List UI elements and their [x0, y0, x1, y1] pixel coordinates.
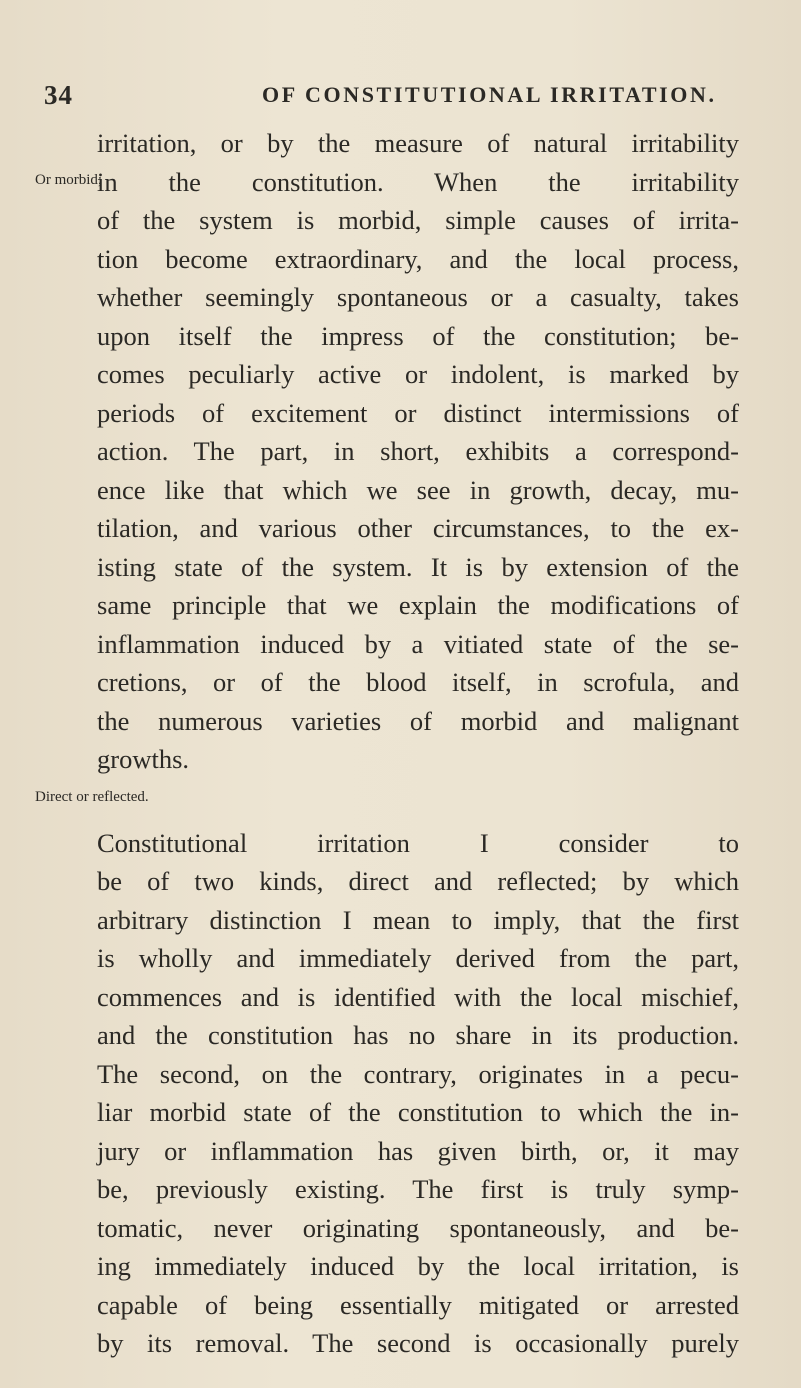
text-line: comes peculiarly active or indolent, is marked by — [97, 359, 739, 389]
text-line: ing immediately induced by the local irritation, is — [97, 1251, 739, 1281]
text-line: capable of being essentially mitigated or arrested — [97, 1289, 739, 1320]
text-line: tion become extraordinary, and the local process, — [97, 243, 739, 274]
text-line: be of two kinds, direct and reflected; by which — [97, 866, 739, 896]
text-line: periods of excitement or distinct intermissions of — [97, 397, 739, 428]
margin-note-direct-reflected: Direct or reflected. — [35, 789, 149, 805]
text-line: and the constitution has no share in its production. — [97, 1020, 739, 1050]
text-line: inflammation induced by a vitiated state of the se- — [97, 628, 739, 659]
text-line: Constitutional irritation I consider to — [97, 827, 739, 858]
paragraph-2 — [97, 824, 739, 1363]
text-line: whether seemingly spontaneous or a casualty, takes — [97, 282, 739, 312]
text-line: irritation, or by the measure of natural irritability — [97, 128, 739, 158]
text-line: same principle that we explain the modifications of — [97, 590, 739, 620]
text-line: commences and is identified with the local mischief, — [97, 981, 739, 1012]
text-line: jury or inflammation has given birth, or, it may — [97, 1135, 739, 1166]
page-header — [44, 80, 761, 116]
text-line: tomatic, never originating spontaneously, and be- — [97, 1212, 739, 1243]
text-line: is wholly and immediately derived from the part, — [97, 943, 739, 973]
page-number: 34 — [44, 80, 73, 110]
text-line: liar morbid state of the constitution to which the in- — [97, 1097, 739, 1127]
margin-note-morbid: Or morbid; — [35, 172, 103, 188]
body-text — [97, 124, 739, 1363]
text-line: growths. — [97, 744, 190, 774]
text-line: upon itself the impress of the constitution; be- — [97, 320, 739, 351]
text-line: arbitrary distinction I mean to imply, that the first — [97, 904, 739, 935]
text-line: the numerous varieties of morbid and malignant — [97, 705, 739, 736]
running-title: OF CONSTITUTIONAL IRRITATION. — [262, 82, 717, 107]
text-line: action. The part, in short, exhibits a correspond- — [97, 436, 739, 466]
text-line: isting state of the system. It is by extension of the — [97, 551, 739, 582]
text-line: The second, on the contrary, originates in a pecu- — [97, 1058, 739, 1089]
text-line: ence like that which we see in growth, decay, mu- — [97, 474, 739, 505]
text-line: of the system is morbid, simple causes of irrita- — [97, 205, 739, 235]
text-line: be, previously existing. The first is truly symp- — [97, 1174, 739, 1204]
text-line: cretions, or of the blood itself, in scrofula, and — [97, 667, 739, 697]
paragraph-1 — [97, 124, 739, 779]
text-line: by its removal. The second is occasionally purely — [97, 1328, 739, 1358]
text-line: in the constitution. When the irritability — [97, 166, 739, 197]
text-line: tilation, and various other circumstances, to the ex- — [97, 513, 739, 543]
